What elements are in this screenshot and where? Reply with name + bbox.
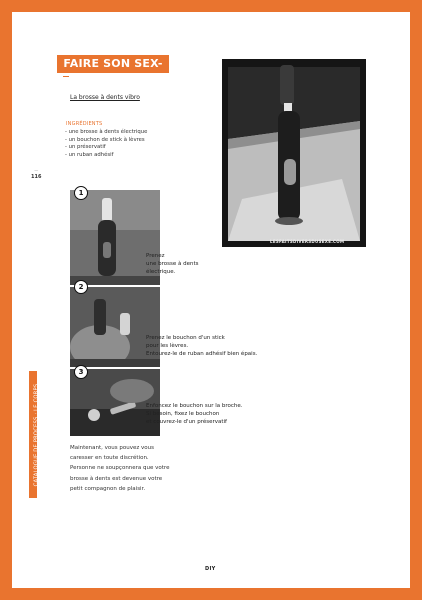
closing-line: brosse à dents est devenue votre [70,475,163,482]
ingredients-heading: INGRÉDIENTS [66,121,103,127]
step-3-line: Si besoin, fixez le bouchon [146,411,220,418]
step-2-text [146,334,257,359]
ingredient-item: - une brosse à dents électrique [65,129,148,135]
closing-line: petit compagnon de plaisir. [70,485,146,492]
recipe-subtitle: La brosse à dents vibro [70,94,140,101]
ingredient-item: - un bouchon de stick à lèvres [65,136,145,143]
closing-line: Personne ne soupçonnera que votre [70,465,170,472]
closing-line: caresser en toute discrétion. [70,455,149,462]
step-3-line: Enfoncez le bouchon sur la broche. [146,403,243,409]
step-number-1: 1 [74,186,88,200]
step-1-text [146,252,198,277]
hero-photo [222,59,366,247]
step-2-line: Entourez-le de ruban adhésif bien épais. [146,351,258,358]
page-number [31,168,41,180]
page-number-dash: — [34,168,39,173]
ingredient-item: - un ruban adhésif [65,151,114,158]
title-rule [63,76,69,77]
page-footer: DIY [205,566,216,572]
closing-line: Maintenant, vous pouvez vous [70,445,154,451]
closing-paragraph [70,443,169,494]
page-number-value: 116 [31,174,42,180]
ingredient-item: - un préservatif [65,144,106,151]
step-3-line: et couvrez-le d'un préservatif [146,419,227,426]
step-3-text [146,402,243,427]
step-1-line: électrique. [146,269,176,276]
step-number-3: 3 [74,365,88,379]
step-2-line: pour les lèvres. [146,343,189,350]
step-1-line: une brosse à dents [146,261,199,268]
step-2-line: Prenez le bouchon d'un stick [146,335,225,341]
section-label: CATALOGUE DE PROCESS : LE CORPS [33,383,40,487]
step-number-2: 2 [74,280,88,294]
page-title: FAIRE SON SEX-TOY [57,55,169,73]
ingredients-list [65,129,147,159]
photo-watermark: LESFAITSDIVERSDUSEXE.COM [270,239,345,244]
step-1-line: Prenez [146,253,165,259]
toothbrush-photo [222,59,366,247]
